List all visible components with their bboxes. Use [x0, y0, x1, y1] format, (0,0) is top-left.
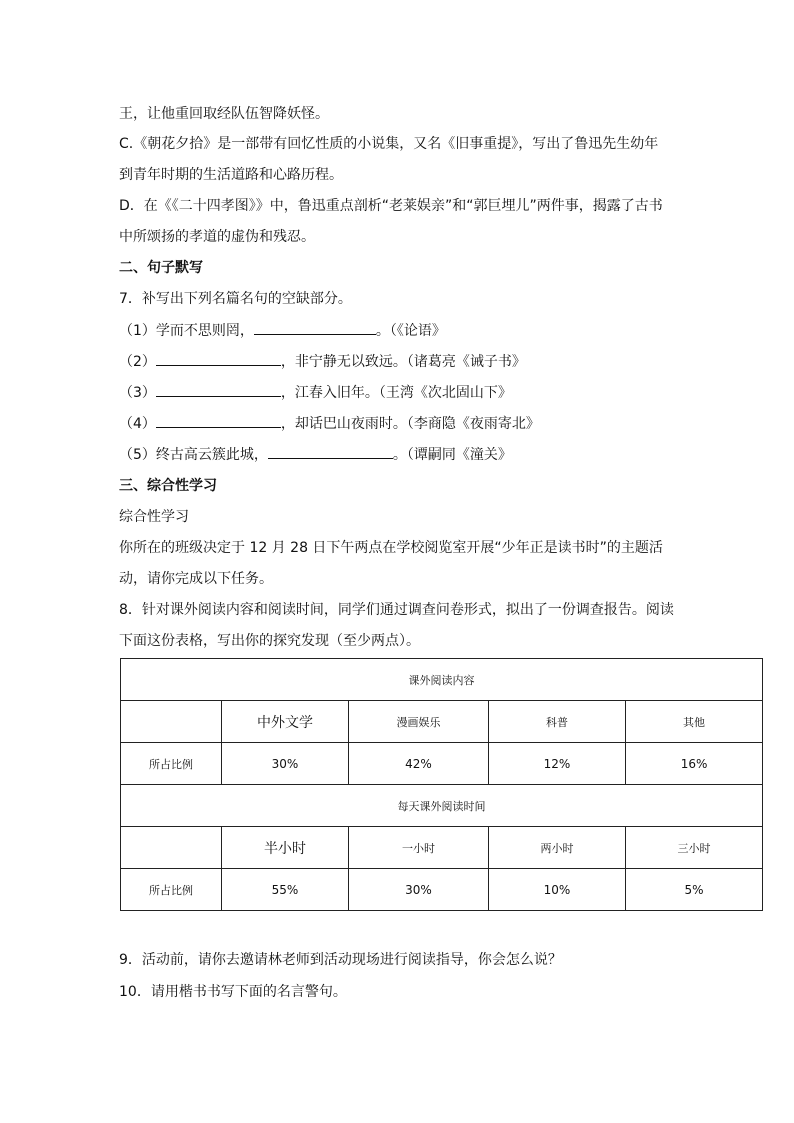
fill-item-pre: （5）终古高云簇此城，: [119, 447, 268, 463]
table-cell: 12%: [489, 743, 626, 785]
section-heading: 三、综合性学习: [119, 478, 217, 494]
table-cell: 16%: [626, 743, 763, 785]
table-cell: 30%: [222, 743, 349, 785]
fill-item-1: [119, 320, 446, 341]
table-cell: 30%: [349, 869, 489, 911]
answer-blank[interactable]: [254, 320, 376, 335]
question-8: 8．针对课外阅读内容和阅读时间，同学们通过调查问卷形式，拟出了一份调查报告。阅读: [119, 602, 674, 618]
table-header: 三小时: [626, 827, 763, 869]
table-title: 每天课外阅读时间: [121, 785, 763, 827]
fill-item-pre: （2）: [119, 354, 156, 370]
table-cell: 5%: [626, 869, 763, 911]
table-cell: 42%: [349, 743, 489, 785]
fill-item-2: [119, 351, 526, 372]
table-header: 漫画娱乐: [349, 701, 489, 743]
table-cell-empty: [121, 701, 222, 743]
text-line: 你所在的班级决定于 12 月 28 日下午两点在学校阅览室开展“少年正是读书时”的主题活: [119, 540, 663, 556]
table-cell-empty: [121, 827, 222, 869]
table-cell: 55%: [222, 869, 349, 911]
question-9: 9．活动前，请你去邀请林老师到活动现场进行阅读指导，你会怎么说？: [119, 952, 562, 968]
text-line: D．在《《二十四孝图》》中，鲁迅重点剖析“老莱娱亲”和“郭巨埋儿”两件事，揭露了古书: [119, 198, 663, 214]
fill-item-post: 。（谭嗣同《潼关》: [392, 447, 512, 463]
text-line: 王，让他重回取经队伍智降妖怪。: [119, 106, 329, 122]
text-line: C.《朝花夕拾》是一部带有回忆性质的小说集，又名《旧事重提》，写出了鲁迅先生幼年: [119, 136, 659, 152]
fill-item-post: ，江春入旧年。（王湾《次北固山下》: [280, 385, 512, 401]
question-8-cont: 下面这份表格，写出你的探究发现（至少两点）。: [119, 633, 420, 649]
table-cell: 10%: [489, 869, 626, 911]
answer-blank[interactable]: [156, 382, 281, 397]
fill-item-pre: （4）: [119, 416, 156, 432]
table-title: 课外阅读内容: [121, 659, 763, 701]
answer-blank[interactable]: [156, 413, 281, 428]
section-heading: 二、句子默写: [119, 260, 203, 276]
table-header: 两小时: [489, 827, 626, 869]
fill-item-post: 。（《论语》: [375, 323, 446, 339]
answer-blank[interactable]: [268, 444, 393, 459]
section-subheading: 综合性学习: [119, 509, 189, 525]
fill-item-post: ，却话巴山夜雨时。（李商隐《夜雨寄北》: [280, 416, 540, 432]
fill-item-pre: （1）学而不思则罔，: [119, 323, 254, 339]
fill-item-3: [119, 382, 512, 403]
table-row-label: 所占比例: [121, 869, 222, 911]
table-header: 其他: [626, 701, 763, 743]
text-line: 到青年时期的生活道路和心路历程。: [119, 167, 343, 183]
table-header: 一小时: [349, 827, 489, 869]
survey-table: [120, 658, 763, 911]
question-10: 10．请用楷书书写下面的名言警句。: [119, 984, 347, 1000]
table-row-label: 所占比例: [121, 743, 222, 785]
fill-item-5: [119, 444, 512, 465]
fill-item-post: ，非宁静无以致远。（诸葛亮《诫子书》: [280, 354, 526, 370]
table-header: 科普: [489, 701, 626, 743]
table-header: 中外文学: [222, 701, 349, 743]
question-7: 7．补写出下列名篇名句的空缺部分。: [119, 291, 352, 307]
answer-blank[interactable]: [156, 351, 281, 366]
fill-item-4: [119, 413, 540, 434]
table-header: 半小时: [222, 827, 349, 869]
fill-item-pre: （3）: [119, 385, 156, 401]
text-line: 动，请你完成以下任务。: [119, 571, 273, 587]
text-line: 中所颂扬的孝道的虚伪和残忍。: [119, 229, 315, 245]
